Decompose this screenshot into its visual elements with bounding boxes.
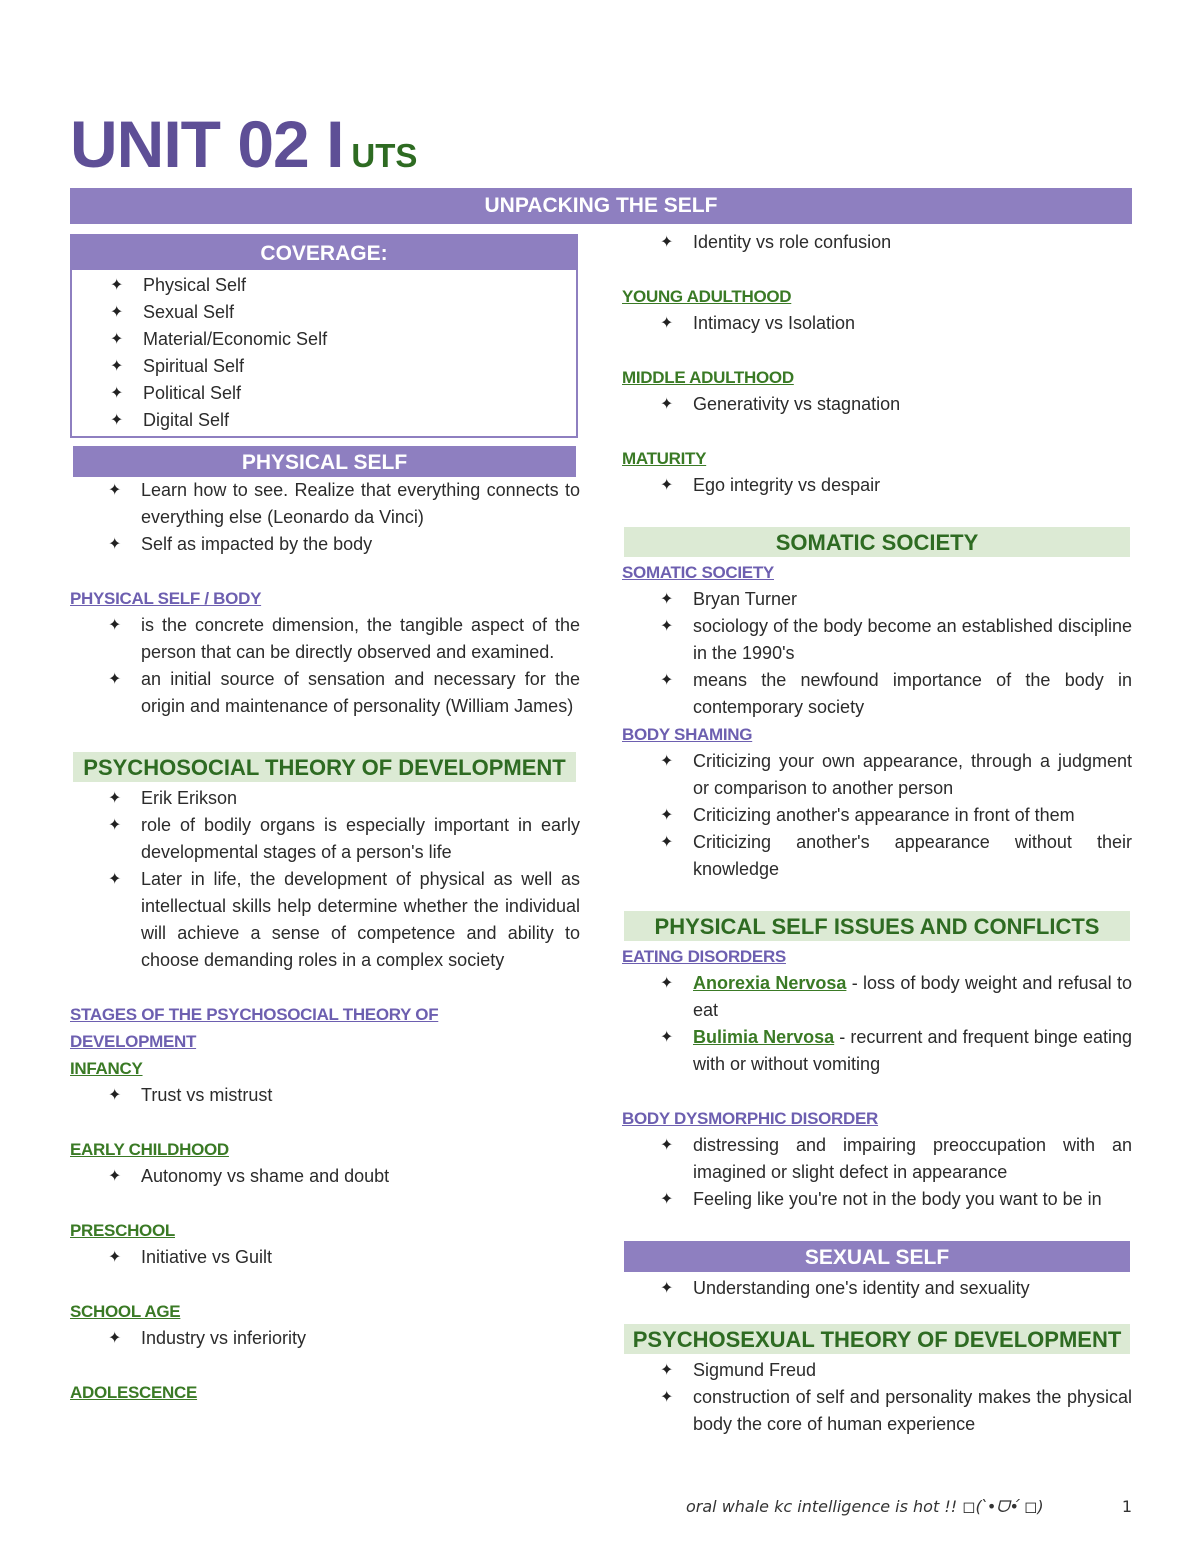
star-bullet-icon: ✦ xyxy=(660,1029,674,1046)
list-item: ✦ distressing and impairing preoccupation with an imagined or slight defect in appearance xyxy=(660,1132,1132,1186)
list-item: ✦ means the newfound importance of the body in contemporary society xyxy=(660,667,1132,721)
list-item: ✦ Political Self xyxy=(110,380,576,407)
somatic-society-heading: SOMATIC SOCIETY xyxy=(622,563,774,582)
star-bullet-icon: ✦ xyxy=(660,834,674,851)
star-bullet-icon: ✦ xyxy=(108,1249,122,1266)
stage-maturity-label: MATURITY xyxy=(622,449,707,468)
list-item: ✦ Sigmund Freud xyxy=(660,1357,1132,1384)
list-item: ✦ Sexual Self xyxy=(110,299,576,326)
body-shaming-list xyxy=(622,748,1132,883)
bdd-heading: BODY DYSMORPHIC DISORDER xyxy=(622,1109,879,1128)
stage-young-adulthood-label: YOUNG ADULTHOOD xyxy=(622,287,792,306)
list-item: ✦ Initiative vs Guilt xyxy=(108,1244,580,1271)
list-item: ✦ Bryan Turner xyxy=(660,586,1132,613)
eating-disorders-list xyxy=(622,970,1132,1078)
stage-adolescence-label: ADOLESCENCE xyxy=(70,1383,198,1402)
list-item: ✦ Identity vs role confusion xyxy=(660,229,1132,256)
unit-title: UNIT 02 I xyxy=(70,107,344,181)
star-bullet-icon: ✦ xyxy=(660,1280,674,1297)
list-item: ✦ Ego integrity vs despair xyxy=(660,472,1132,499)
somatic-list xyxy=(622,586,1132,721)
list-item: ✦ Physical Self xyxy=(110,272,576,299)
star-bullet-icon: ✦ xyxy=(108,1168,122,1185)
page-number: 1 xyxy=(1121,1497,1132,1516)
list-item: ✦ Industry vs inferiority xyxy=(108,1325,580,1352)
main-banner: UNPACKING THE SELF xyxy=(70,188,1132,224)
list-item: ✦ role of bodily organs is especially important in early developmental stages of a person's life xyxy=(108,812,580,866)
star-bullet-icon: ✦ xyxy=(110,412,124,429)
star-bullet-icon: ✦ xyxy=(110,385,124,402)
list-item: ✦ an initial source of sensation and necessary for the origin and maintenance of personality (William James) xyxy=(108,666,580,720)
star-bullet-icon: ✦ xyxy=(108,671,122,688)
stage-early-childhood-list xyxy=(70,1163,580,1190)
right-column xyxy=(622,229,1132,1438)
star-bullet-icon: ✦ xyxy=(660,1137,674,1154)
stage-middle-adulthood-label: MIDDLE ADULTHOOD xyxy=(622,368,794,387)
psychosocial-list xyxy=(70,785,580,974)
list-item: ✦ Bulimia Nervosa - recurrent and frequent binge eating with or without vomiting xyxy=(660,1024,1132,1078)
star-bullet-icon: ✦ xyxy=(108,617,122,634)
stage-early-childhood-label: EARLY CHILDHOOD xyxy=(70,1140,229,1159)
list-item: ✦ Understanding one's identity and sexuality xyxy=(660,1275,1132,1302)
star-bullet-icon: ✦ xyxy=(660,1191,674,1208)
physical-body-list xyxy=(70,612,580,720)
stage-middle-adulthood-list xyxy=(622,391,1132,418)
coverage-list xyxy=(72,270,576,436)
list-item: ✦ construction of self and personality makes the physical body the core of human experience xyxy=(660,1384,1132,1438)
page-footer xyxy=(686,1497,1132,1527)
star-bullet-icon: ✦ xyxy=(660,975,674,992)
page-title xyxy=(70,106,418,181)
star-bullet-icon: ✦ xyxy=(108,536,122,553)
star-bullet-icon: ✦ xyxy=(660,591,674,608)
anorexia-term: Anorexia Nervosa xyxy=(693,973,847,993)
footer-note: oral whale kc intelligence is hot !! ◻( ̀•ᗜ•́ ◻) xyxy=(686,1497,1044,1516)
list-item: ✦ sociology of the body become an established discipline in the 1990's xyxy=(660,613,1132,667)
star-bullet-icon: ✦ xyxy=(108,817,122,834)
left-column xyxy=(70,234,580,1406)
star-bullet-icon: ✦ xyxy=(660,315,674,332)
list-item: ✦ Digital Self xyxy=(110,407,576,434)
stage-maturity-list xyxy=(622,472,1132,499)
star-bullet-icon: ✦ xyxy=(660,807,674,824)
list-item: ✦ Generativity vs stagnation xyxy=(660,391,1132,418)
star-bullet-icon: ✦ xyxy=(110,358,124,375)
star-bullet-icon: ✦ xyxy=(108,790,122,807)
stage-adolescence-list xyxy=(622,229,1132,256)
list-item: ✦ Criticizing another's appearance in front of them xyxy=(660,802,1132,829)
coverage-header: COVERAGE: xyxy=(72,236,576,270)
star-bullet-icon: ✦ xyxy=(660,753,674,770)
star-bullet-icon: ✦ xyxy=(660,234,674,251)
body-shaming-heading: BODY SHAMING xyxy=(622,725,753,744)
physical-self-header: PHYSICAL SELF xyxy=(73,446,576,477)
list-item: ✦ Intimacy vs Isolation xyxy=(660,310,1132,337)
list-item: ✦ Self as impacted by the body xyxy=(108,531,580,558)
stage-infancy-list xyxy=(70,1082,580,1109)
star-bullet-icon: ✦ xyxy=(110,331,124,348)
star-bullet-icon: ✦ xyxy=(108,482,122,499)
stage-preschool-list xyxy=(70,1244,580,1271)
eating-disorders-heading: EATING DISORDERS xyxy=(622,947,786,966)
list-item: ✦ Material/Economic Self xyxy=(110,326,576,353)
star-bullet-icon: ✦ xyxy=(660,1389,674,1406)
list-item: ✦ Feeling like you're not in the body you want to be in xyxy=(660,1186,1132,1213)
star-bullet-icon: ✦ xyxy=(110,277,124,294)
star-bullet-icon: ✦ xyxy=(660,396,674,413)
list-item: ✦ Criticizing your own appearance, through a judgment or comparison to another person xyxy=(660,748,1132,802)
stage-school-age-label: SCHOOL AGE xyxy=(70,1302,181,1321)
list-item: ✦ Erik Erikson xyxy=(108,785,580,812)
list-item: ✦ Later in life, the development of physical as well as intellectual skills help determine whether the individual will achieve a sense of competence and ability to choose demanding roles in a complex society xyxy=(108,866,580,974)
star-bullet-icon: ✦ xyxy=(660,672,674,689)
stage-school-age-list xyxy=(70,1325,580,1352)
list-item: ✦ Anorexia Nervosa - loss of body weight and refusal to eat xyxy=(660,970,1132,1024)
star-bullet-icon: ✦ xyxy=(660,618,674,635)
list-item: ✦ Trust vs mistrust xyxy=(108,1082,580,1109)
psychosocial-header: PSYCHOSOCIAL THEORY OF DEVELOPMENT xyxy=(73,752,576,782)
physical-self-list xyxy=(70,477,580,558)
stage-preschool-label: PRESCHOOL xyxy=(70,1221,175,1240)
list-item: ✦ Learn how to see. Realize that everything connects to everything else (Leonardo da Vinci) xyxy=(108,477,580,531)
list-item: ✦ Autonomy vs shame and doubt xyxy=(108,1163,580,1190)
coverage-box xyxy=(70,234,578,438)
unit-subtitle: UTS xyxy=(351,137,418,174)
psychosexual-list xyxy=(622,1357,1132,1438)
sexual-self-header: SEXUAL SELF xyxy=(624,1241,1130,1272)
stage-young-adulthood-list xyxy=(622,310,1132,337)
list-item: ✦ is the concrete dimension, the tangible aspect of the person that can be directly observed and examined. xyxy=(108,612,580,666)
star-bullet-icon: ✦ xyxy=(108,871,122,888)
stages-heading: STAGES OF THE PSYCHOSOCIAL THEORY OF DEVELOPMENT xyxy=(70,1005,439,1051)
star-bullet-icon: ✦ xyxy=(108,1330,122,1347)
list-item: ✦ Spiritual Self xyxy=(110,353,576,380)
psychosexual-header: PSYCHOSEXUAL THEORY OF DEVELOPMENT xyxy=(624,1324,1130,1354)
issues-header: PHYSICAL SELF ISSUES AND CONFLICTS xyxy=(624,911,1130,941)
list-item: ✦ Criticizing another's appearance without their knowledge xyxy=(660,829,1132,883)
physical-body-heading: PHYSICAL SELF / BODY xyxy=(70,589,262,608)
star-bullet-icon: ✦ xyxy=(660,477,674,494)
star-bullet-icon: ✦ xyxy=(110,304,124,321)
somatic-society-header: SOMATIC SOCIETY xyxy=(624,527,1130,557)
bdd-list xyxy=(622,1132,1132,1213)
sexual-self-list xyxy=(622,1275,1132,1302)
stage-infancy-label: INFANCY xyxy=(70,1059,143,1078)
bulimia-term: Bulimia Nervosa xyxy=(693,1027,835,1047)
star-bullet-icon: ✦ xyxy=(108,1087,122,1104)
star-bullet-icon: ✦ xyxy=(660,1362,674,1379)
